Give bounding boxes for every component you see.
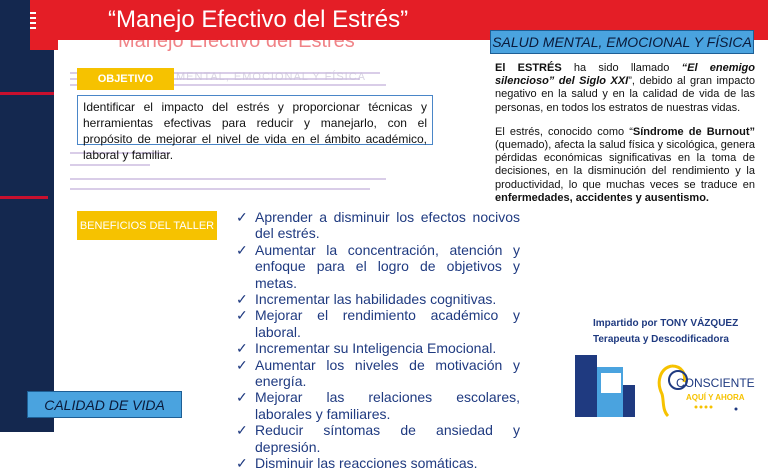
list-item: ✓ Incrementar las habilidades cognitivas. [236, 291, 497, 308]
check-icon: ✓ [236, 389, 248, 406]
check-icon: ✓ [236, 356, 248, 373]
left-decor-bar [0, 0, 54, 432]
calidad-de-vida-banner: CALIDAD DE VIDA [27, 391, 182, 418]
description-paragraph-1: El ESTRÉS ha sido llamado “El enemigo silencioso” del Siglo XXI”, debido al gran impacto negativo en la salud y en la calidad de vida de las personas, en todos los estratos de nuestras vidas. [495, 62, 755, 114]
check-icon: ✓ [236, 340, 248, 357]
list-item: ✓ Mejorar el rendimiento académico y laboral. [236, 307, 520, 340]
left-bar-stripe [0, 92, 54, 95]
ghost-title: Manejo Efectivo del Estrés [118, 30, 355, 52]
list-item: ✓ Disminuir las reacciones somáticas. [236, 455, 478, 472]
check-icon: ✓ [236, 455, 248, 472]
svg-text:CONSCIENTE: CONSCIENTE [676, 376, 755, 390]
title-banner-tail [30, 40, 58, 50]
list-item: ✓ Mejorar las relaciones escolares, laborales y familiares. [236, 389, 520, 422]
left-bar-stripe [0, 196, 48, 199]
list-item: ✓ Reducir síntomas de ansiedad y depresión. [236, 422, 520, 455]
salud-mental-banner: SALUD MENTAL, EMOCIONAL Y FÍSICA [490, 30, 754, 54]
ghost-objetivo-text: MENTAL, EMOCIONAL Y FÍSICA [176, 71, 367, 83]
page-title: “Manejo Efectivo del Estrés” [108, 6, 409, 33]
check-icon: ✓ [236, 291, 248, 308]
description-paragraph-2: El estrés, conocido como “Síndrome de Burnout” (quemado), afecta la salud física y sicológica, genera pérdidas económicas significativas en la toma de decisiones, en la disminución del rendimiento y la productividad, lo que muchas veces se traduce en enfermedades, accidentes y ausentismo. [495, 125, 755, 204]
check-icon: ✓ [236, 209, 248, 225]
consciente-logo [650, 360, 755, 420]
list-item: ✓ Aumentar los niveles de motivación y energía. [236, 356, 520, 390]
benefits-list [236, 209, 520, 472]
title-banner-stripes [30, 12, 36, 32]
decor-squares [575, 355, 635, 417]
objective-text-box: Identificar el impacto del estrés y proporcionar técnicas y herramientas efectivas para reducir y manejarlo, con el propósito de mejorar el nivel de vida en el ámbito académico, laboral y familiar. [77, 95, 433, 145]
beneficios-tag: BENEFICIOS DEL TALLER [77, 211, 217, 240]
impartido-por: Impartido por TONY VÁZQUEZ [593, 318, 739, 329]
list-item: ✓ Incrementar su Inteligencia Emocional. [236, 340, 497, 357]
check-icon: ✓ [236, 307, 248, 324]
description-text [495, 62, 755, 205]
list-item: ✓ Aprender a disminuir los efectos nocivos del estrés. [236, 209, 520, 242]
check-icon: ✓ [236, 422, 248, 439]
objetivo-tag: OBJETIVO [77, 68, 174, 90]
list-item: ✓ Aumentar la concentración, atención y enfoque para el logro de objetivos y metas. [236, 241, 520, 291]
svg-text:AQUÍ Y AHORA: AQUÍ Y AHORA [686, 393, 745, 402]
impartido-role: Terapeuta y Descodificadora [593, 334, 729, 345]
check-icon: ✓ [236, 241, 248, 258]
